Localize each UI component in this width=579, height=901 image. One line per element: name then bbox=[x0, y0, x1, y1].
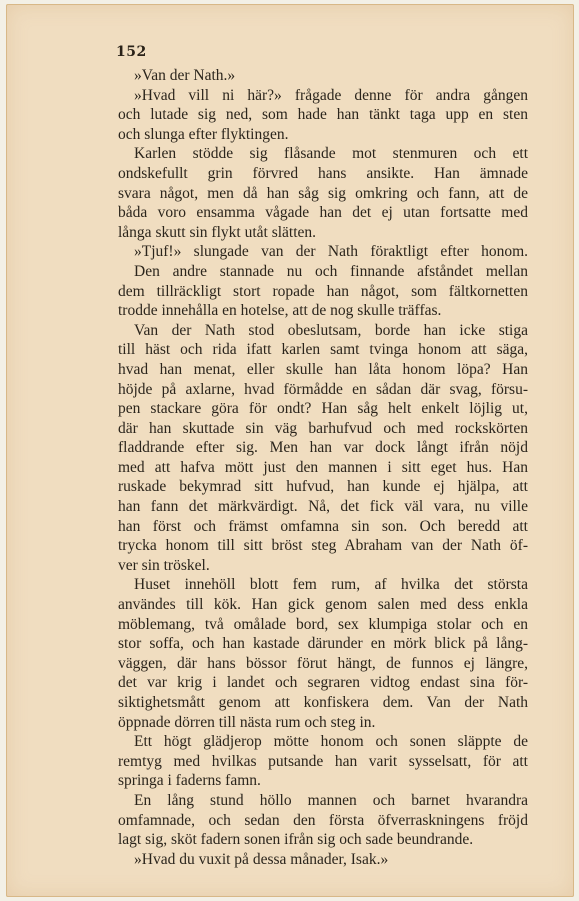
text-line: Den andre stannade nu och finnande afståndet mellan bbox=[134, 262, 528, 280]
text-line: remtyg med hvilkas putsande han varit sysselsatt, för att bbox=[118, 752, 528, 770]
text-line: springa i faderns famn. bbox=[118, 772, 261, 790]
text-line: och lutade sig ned, som hade han tänkt taga upp en sten bbox=[118, 106, 528, 124]
text-line: trodde innehålla en hotelse, att de nog skulle träffas. bbox=[118, 302, 442, 320]
text-line: fladdrande efter sig. Men han var dock långt ifrån nöjd bbox=[118, 439, 528, 457]
text-line: pen stackare göra för ondt? Han såg helt enkelt löjlig ut, bbox=[118, 400, 528, 418]
body-text bbox=[118, 66, 528, 869]
text-line: Van der Nath stod obeslutsam, borde han icke stiga bbox=[134, 321, 528, 339]
text-line: användes till kök. Han gick genom salen med dess enkla bbox=[118, 596, 528, 614]
text-line: Huset innehöll blott fem rum, af hvilka det största bbox=[134, 576, 528, 594]
text-line: trycka honom till sitt bröst steg Abraham van der Nath öf- bbox=[118, 537, 528, 555]
text-line: siktighetsmått genom att konfiskera dem. Van der Nath bbox=[118, 694, 528, 711]
text-line: möblemang, två omålade bord, sex klumpiga stolar och en bbox=[118, 615, 528, 633]
text-line: hvad han menat, eller skulle han låta honom löpa? Han bbox=[118, 360, 528, 378]
text-line: Karlen stödde sig flåsande mot stenmuren och ett bbox=[134, 145, 528, 163]
text-line: ondskefullt grin förvred hans ansikte. Han ämnade bbox=[118, 164, 528, 182]
text-line: han först och främst omfamna sin son. Och beredd att bbox=[118, 517, 528, 535]
text-line: där han skuttade sin väg barhufvud och med rockskörten bbox=[118, 419, 528, 437]
text-line: och slunga efter flyktingen. bbox=[118, 125, 289, 143]
text-line: lagt sig, sköt fadern sonen ifrån sig och sade beundrande. bbox=[118, 831, 474, 849]
text-line: båda voro ensamma vågade han det ej utan fortsatte med bbox=[118, 204, 528, 222]
text-line: ruskade bekymrad sitt hufvud, han kunde ej hjälpa, att bbox=[118, 478, 528, 496]
text-line: väggen, där hans bössor förut hängt, de funnos ej längre, bbox=[118, 654, 528, 672]
book-page bbox=[6, 4, 574, 897]
text-line: höjde på axlarne, hvad förmådde en sådan där svag, försu- bbox=[118, 380, 528, 398]
text-line: »Hvad du vuxit på dessa månader, Isak.» bbox=[134, 850, 389, 868]
text-line: det var krig i landet och segraren vidtog endast sina för- bbox=[118, 674, 528, 692]
text-line: stor soffa, och han kastade därunder en mörk blick på lång- bbox=[118, 635, 528, 653]
text-line: svara något, men då han såg sig omkring och fann, att de bbox=[118, 184, 528, 202]
text-line: långa skutt sin flykt utåt slätten. bbox=[118, 223, 317, 241]
text-line: omfamnade, och sedan den första öfverraskningens fröjd bbox=[118, 811, 528, 829]
text-line: till häst och rida ifatt karlen samt tvinga honom att säga, bbox=[118, 341, 528, 359]
text-line: han fann det märkvärdigt. Nå, det fick väl vara, nu ville bbox=[118, 498, 528, 516]
text-line: En lång stund höllo mannen och barnet hvarandra bbox=[134, 791, 528, 809]
text-line: ver sin tröskel. bbox=[118, 556, 210, 574]
page-number: 152 bbox=[116, 44, 147, 60]
text-line: »Van der Nath.» bbox=[134, 67, 236, 84]
text-line: öppnade dörren till nästa rum och steg in. bbox=[118, 713, 376, 731]
text-line: dem tillräckligt stort ropade han något, som fältkornetten bbox=[118, 282, 528, 300]
text-line: med att hafva mött just den mannen i sitt eget hus. Han bbox=[118, 458, 528, 476]
text-line: »Tjuf!» slungade van der Nath föraktligt efter honom. bbox=[134, 243, 528, 261]
text-line: Ett högt glädjerop mötte honom och sonen släppte de bbox=[134, 733, 528, 751]
text-line: »Hvad vill ni här?» frågade denne för andra gången bbox=[134, 86, 528, 104]
